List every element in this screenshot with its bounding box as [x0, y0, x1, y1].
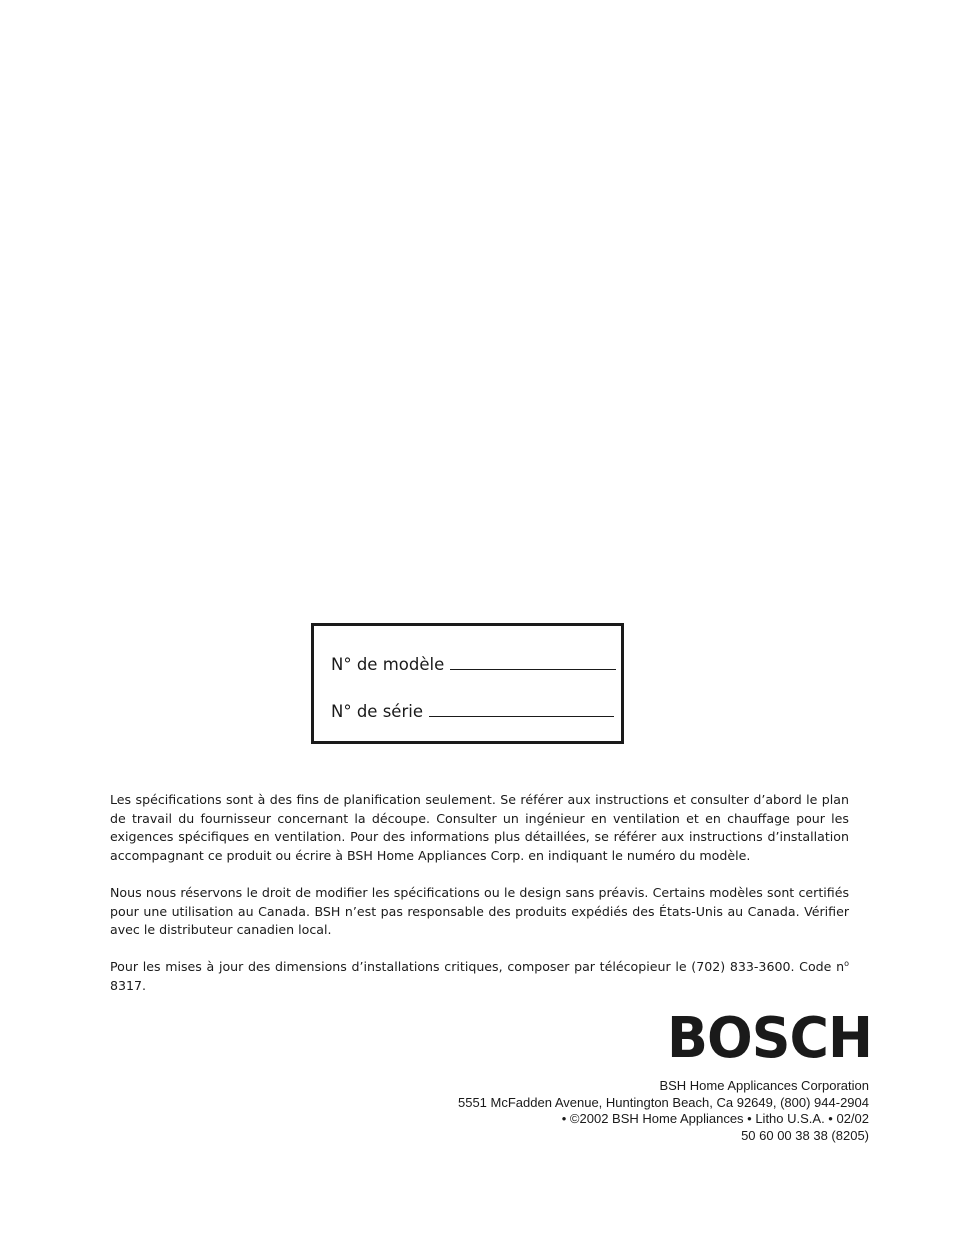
- number-superscript: o: [844, 958, 849, 968]
- copyright-line: • ©2002 BSH Home Appliances • Litho U.S.A. • 02/02: [561, 1111, 869, 1127]
- street-address: 5551 McFadden Avenue, Huntington Beach, Ca 92649, (800) 944-2904: [457, 1094, 869, 1110]
- model-number-line: [331, 655, 616, 674]
- serial-number-blank: [429, 706, 614, 717]
- fax-update-paragraph: [110, 958, 849, 995]
- fax-text: Pour les mises à jour des dimensions d’installations critiques, composer par télécopieur le (702) 833-3600. Code n: [110, 959, 845, 974]
- model-serial-record-box: [311, 623, 624, 744]
- rights-reserved-paragraph: Nous nous réservons le droit de modifier les spécifications ou le design sans préavis. Certains modèles sont certifiés pour une utilisation au Canada. BSH n’est pas responsable des produits expédiés des États-Unis au Canada. Vérifier avec le distributeur canadien local.: [110, 885, 849, 938]
- code-number: 8317.: [110, 977, 147, 993]
- model-number-blank: [450, 659, 616, 670]
- serial-number-line: [331, 702, 614, 721]
- bosch-logo: BOSCH: [666, 1006, 872, 1071]
- company-address-block: [458, 1078, 869, 1144]
- serial-number-label: N° de série: [331, 702, 423, 721]
- specifications-paragraph: Les spécifications sont à des fins de planification seulement. Se référer aux instructions et consulter d’abord le plan de travail du fournisseur concernant la découpe. Consulter un ingénieur en ventilation et en chauffage pour les exigences spécifiques en ventilation. Pour des informations plus détaillées, se référer aux instructions d’installation accompagnant ce produit ou écrire à BSH Home Appliances Corp. en indiquant le numéro du modèle.: [110, 792, 849, 864]
- model-number-label: N° de modèle: [331, 655, 445, 674]
- document-number: 50 60 00 38 38 (8205): [741, 1127, 869, 1143]
- company-name: BSH Home Applicances Corporation: [659, 1078, 869, 1093]
